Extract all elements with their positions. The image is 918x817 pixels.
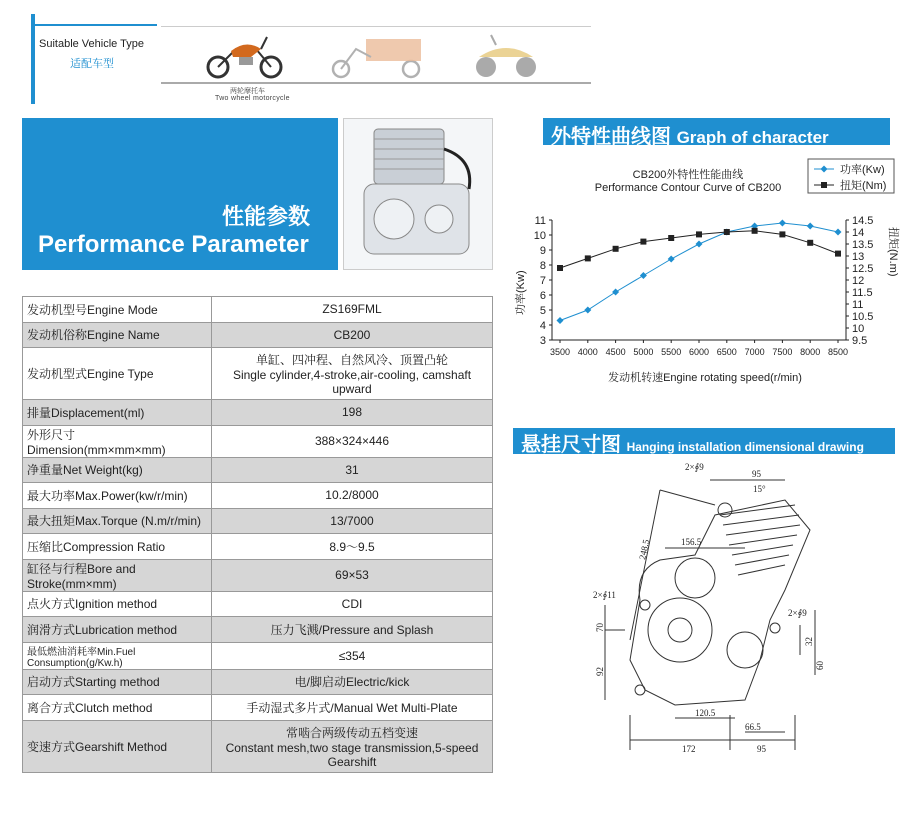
dim-label: 95 — [757, 744, 766, 754]
spec-row — [23, 508, 493, 534]
spec-row — [23, 400, 493, 426]
spec-label: 最低燃油消耗率Min.Fuel Consumption(g/Kw.h) — [23, 642, 212, 669]
spec-label: 发动机型式Engine Type — [23, 348, 212, 400]
spec-label: 启动方式Starting method — [23, 669, 212, 695]
spec-value: 198 — [212, 400, 493, 426]
spec-label: 发动机型号Engine Mode — [23, 297, 212, 323]
spec-label: 排量Displacement(ml) — [23, 400, 212, 426]
dim-label: 2×∮9 — [788, 608, 807, 618]
data-point — [668, 256, 675, 263]
dim-label: 2×∮11 — [593, 590, 616, 600]
spec-label: 最大功率Max.Power(kw/r/min) — [23, 483, 212, 509]
spec-label: 净重量Net Weight(kg) — [23, 457, 212, 483]
vehicle-caption-en: Two wheel motorcycle — [215, 95, 290, 102]
spec-label: 外形尺寸Dimension(mm×mm×mm) — [23, 425, 212, 457]
dim-label: 70 — [595, 623, 605, 632]
spec-value: ≤354 — [212, 642, 493, 669]
y2-tick-label: 10 — [852, 323, 865, 335]
spec-row — [23, 720, 493, 772]
tricycle-icon — [333, 39, 421, 77]
vehicle-icons — [161, 27, 591, 82]
spec-row — [23, 642, 493, 669]
hanging-title-cn: 悬挂尺寸图 — [521, 434, 621, 456]
y-tick-label: 6 — [539, 290, 546, 302]
legend-label: 扭矩(Nm) — [840, 180, 887, 192]
performance-title-cn: 性能参数 — [222, 204, 311, 229]
y2-tick-label: 11.5 — [852, 287, 873, 299]
dim-label: 60 — [815, 661, 825, 670]
dim-label: 2×∮9 — [685, 462, 704, 472]
legend-marker — [821, 182, 827, 188]
y-tick-label: 10 — [533, 230, 546, 242]
spec-label: 发动机俗称Engine Name — [23, 322, 212, 348]
legend-marker — [821, 166, 828, 173]
spec-value: ZS169FML — [212, 297, 493, 323]
hanging-title-en: Hanging installation dimensional drawing — [626, 440, 864, 454]
data-point — [640, 272, 647, 279]
x-tick-label: 7500 — [772, 347, 793, 357]
y-tick-label: 4 — [539, 320, 546, 332]
spec-value: 13/7000 — [212, 508, 493, 534]
y2-tick-label: 13 — [852, 251, 865, 263]
spec-row — [23, 348, 493, 400]
spec-value: 10.2/8000 — [212, 483, 493, 509]
vehicle-type-title: Suitable Vehicle Type — [39, 38, 144, 50]
x-tick-label: 5500 — [661, 347, 682, 357]
y2-tick-label: 12.5 — [852, 263, 874, 275]
data-point — [779, 231, 785, 237]
spec-row — [23, 617, 493, 643]
dim-label: 95 — [752, 469, 761, 479]
x-tick-label: 6000 — [688, 347, 710, 357]
spec-value-line: Constant mesh,two stage transmission,5-speed Gearshift — [225, 740, 479, 769]
spec-value: 压力飞溅/Pressure and Splash — [212, 617, 493, 643]
y2-tick-label: 11 — [852, 299, 864, 311]
vehicle-type-rule — [31, 24, 157, 26]
data-point — [779, 220, 786, 227]
spec-value: 电/脚启动Electric/kick — [212, 669, 493, 695]
graph-title-cn: 外特性曲线图 — [551, 126, 671, 148]
spec-label: 润滑方式Lubrication method — [23, 617, 212, 643]
vehicle-caption-cn: 两轮摩托车 — [230, 88, 265, 95]
spec-value: 手动湿式多片式/Manual Wet Multi-Plate — [212, 695, 493, 721]
x-tick-label: 4500 — [605, 347, 626, 357]
dim-label: 66.5 — [745, 722, 761, 732]
dim-label: 156.5 — [681, 537, 702, 547]
legend-label: 功率(Kw) — [840, 164, 885, 176]
spec-value: CDI — [212, 591, 493, 617]
x-tick-label: 4000 — [577, 347, 598, 357]
series-line-1 — [560, 223, 838, 321]
engine-illustration — [344, 119, 492, 269]
x-tick-label: 8500 — [827, 347, 849, 357]
spec-label: 离合方式Clutch method — [23, 695, 212, 721]
spec-value-line: 常啮合两级传动五档变速 — [285, 725, 418, 740]
x-tick-label: 3500 — [549, 347, 571, 357]
data-point — [835, 251, 841, 257]
spec-label: 最大扭矩Max.Torque (N.m/r/min) — [23, 508, 212, 534]
spec-table — [22, 296, 493, 773]
vehicle-photo-strip — [161, 26, 591, 84]
y2-tick-label: 14 — [852, 227, 865, 239]
motorcycle-icon — [208, 37, 281, 77]
spec-value-line: Single cylinder,4-stroke,air-cooling, camshaft upward — [232, 368, 472, 396]
data-point — [668, 235, 674, 241]
dim-label: 32 — [804, 637, 814, 646]
data-point — [584, 307, 591, 314]
dim-label: 248.5 — [637, 538, 652, 561]
hanging-section-title — [521, 428, 864, 457]
data-point — [752, 228, 758, 234]
chart-title: CB200外特性性能曲线 — [632, 169, 744, 181]
spec-row — [23, 425, 493, 457]
data-point — [835, 229, 842, 236]
data-point — [557, 265, 563, 271]
data-point — [696, 241, 703, 248]
spec-row — [23, 591, 493, 617]
hanging-dimension-drawing — [585, 460, 825, 760]
y-tick-label: 9 — [539, 245, 546, 257]
spec-row — [23, 695, 493, 721]
x-tick-label: 5000 — [633, 347, 654, 357]
spec-row — [23, 483, 493, 509]
chart-xlabel: 发动机转速Engine rotating speed(r/min) — [608, 372, 802, 384]
data-point — [696, 231, 702, 237]
data-point — [724, 229, 730, 235]
dim-label: 120.5 — [695, 708, 716, 718]
data-point — [613, 246, 619, 252]
y2-tick-label: 14.5 — [852, 215, 874, 227]
data-point — [807, 240, 813, 246]
chart-legend — [808, 159, 894, 193]
spec-row — [23, 559, 493, 591]
data-point — [807, 223, 814, 230]
atv-icon — [476, 35, 536, 77]
chart-axes — [534, 215, 874, 357]
spec-row — [23, 534, 493, 560]
data-point — [557, 317, 564, 324]
y-tick-label: 11 — [534, 215, 546, 227]
spec-value: 31 — [212, 457, 493, 483]
y-tick-label: 5 — [539, 305, 546, 317]
y2-tick-label: 12 — [852, 275, 865, 287]
spec-value-line: 单缸、四冲程、自然风冷、顶置凸轮 — [255, 353, 448, 367]
y2-tick-label: 13.5 — [852, 239, 874, 251]
chart-ylabel: 功率(Kw) — [515, 270, 527, 315]
spec-row — [23, 322, 493, 348]
x-tick-label: 6500 — [716, 347, 737, 357]
spec-value: 69×53 — [212, 559, 493, 591]
y2-tick-label: 9.5 — [852, 335, 868, 347]
spec-value: CB200 — [212, 322, 493, 348]
data-point — [612, 289, 619, 296]
spec-label: 点火方式Ignition method — [23, 591, 212, 617]
spec-value — [212, 348, 493, 400]
x-tick-label: 8000 — [800, 347, 821, 357]
graph-title-en: Graph of character — [676, 128, 829, 147]
spec-value — [212, 720, 493, 772]
dim-label: 15° — [753, 484, 766, 494]
x-tick-label: 7000 — [744, 347, 765, 357]
y-tick-label: 8 — [539, 260, 546, 272]
chart-y2label: 扭矩(N.m) — [887, 227, 899, 277]
spec-label: 变速方式Gearshift Method — [23, 720, 212, 772]
vehicle-type-title-cn: 适配车型 — [70, 58, 114, 70]
spec-value: 8.9～9.5 — [212, 534, 493, 560]
performance-title-en: Performance Parameter — [38, 231, 309, 258]
y-tick-label: 7 — [539, 275, 546, 287]
data-point — [585, 255, 591, 261]
spec-row — [23, 297, 493, 323]
y2-tick-label: 10.5 — [852, 311, 874, 323]
y-tick-label: 3 — [539, 335, 546, 347]
spec-value: 388×324×446 — [212, 425, 493, 457]
spec-label: 缸径与行程Bore and Stroke(mm×mm) — [23, 559, 212, 591]
spec-row — [23, 457, 493, 483]
graph-section-title — [551, 120, 829, 149]
chart-subtitle: Performance Contour Curve of CB200 — [594, 182, 782, 194]
chart-series — [557, 220, 842, 325]
data-point — [640, 239, 646, 245]
dim-label: 92 — [595, 667, 605, 676]
performance-chart — [510, 155, 900, 395]
vehicle-type-accent-bar — [31, 14, 35, 104]
engine-photo — [343, 118, 493, 270]
spec-row — [23, 669, 493, 695]
dim-label: 172 — [682, 744, 696, 754]
spec-label: 压缩比Compression Ratio — [23, 534, 212, 560]
